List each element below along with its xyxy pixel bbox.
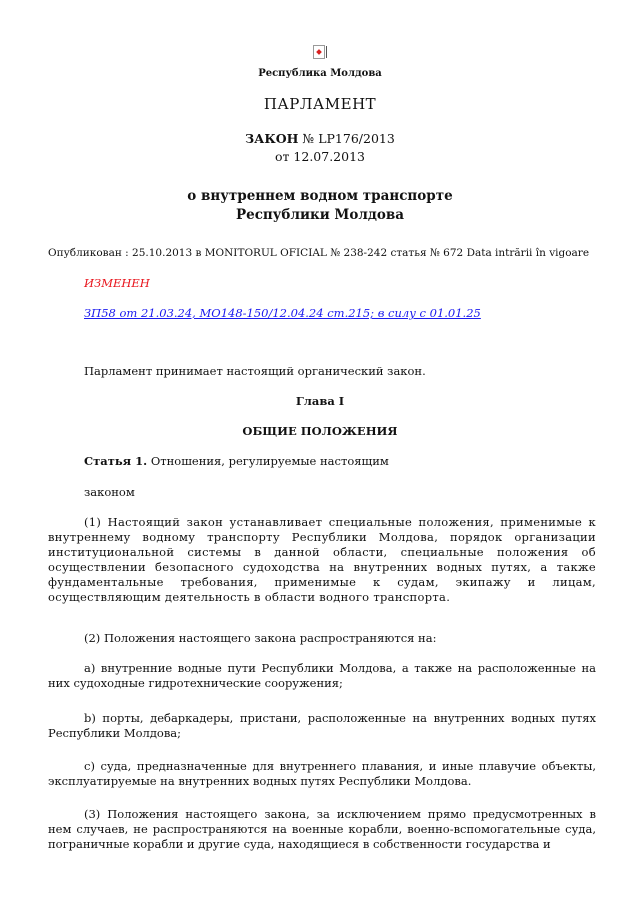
paragraph-1: (1) Настоящий закон устанавливает специальные положения, применимые к внутреннему водному транспорту Республики Молдова, порядок организации институциональной системы в данной области, специальные положения об осуществлении безопасного судоходства на внутренних водных путях, а также фундаментальные требования, применимые к судам, экипажу и лицам, осуществляющим деятельность в области водного транспорта.: [48, 515, 596, 604]
paragraph-2: (2) Положения настоящего закона распространяются на:: [84, 631, 437, 645]
republic-name: Республика Молдова: [258, 68, 382, 79]
broken-image-icon: [313, 45, 325, 59]
law-number: [0, 131, 640, 146]
paragraph-2c: c) суда, предназначенные для внутреннего плавания, и иные плавучие объекты, эксплуатируемые на внутренних водных путях Республики Молдова.: [48, 759, 596, 788]
article-title: Отношения, регулируемые настоящим: [147, 454, 389, 468]
paragraph-3: (3) Положения настоящего закона, за исключением прямо предусмотренных в нем случаев, не распространяются на военные корабли, военно-вспомогательные суда, пограничные корабли и другие суда, находящиеся в собственности государства и: [48, 807, 596, 851]
amendment-link[interactable]: ЗП58 от 21.03.24, MO148-150/12.04.24 ст.215; в силу с 01.01.25: [84, 306, 481, 320]
publication-info: Опубликован : 25.10.2013 в MONITORUL OFICIAL № 238-242 статья № 672 Data intrării în vigoare: [48, 247, 590, 259]
institution-name: ПАРЛАМЕНТ: [263, 95, 377, 113]
chapter-title: ОБЩИЕ ПОЛОЖЕНИЯ: [242, 424, 398, 438]
law-title-line1: о внутреннем водном транспорте: [187, 188, 453, 204]
intro-text: Парламент принимает настоящий органический закон.: [84, 364, 426, 378]
article-label: Статья 1.: [84, 454, 148, 468]
paragraph-2a: a) внутренние водные пути Республики Молдова, а также на расположенные на них судоходные гидротехнические сооружения;: [48, 661, 596, 690]
article-heading: [84, 454, 389, 468]
chapter-heading: Глава I: [295, 394, 345, 408]
article-title-continuation: законом: [84, 485, 135, 499]
law-number-value: № LP176/2013: [298, 131, 395, 146]
law-date: от 12.07.2013: [275, 149, 365, 164]
law-title-line2: Республики Молдова: [235, 207, 405, 223]
paragraph-2b: b) порты, дебаркадеры, пристани, расположенные на внутренних водных путях Республики Молдова;: [48, 711, 596, 740]
amended-status: ИЗМЕНЕН: [84, 276, 150, 290]
law-label: ЗАКОН: [245, 131, 299, 146]
